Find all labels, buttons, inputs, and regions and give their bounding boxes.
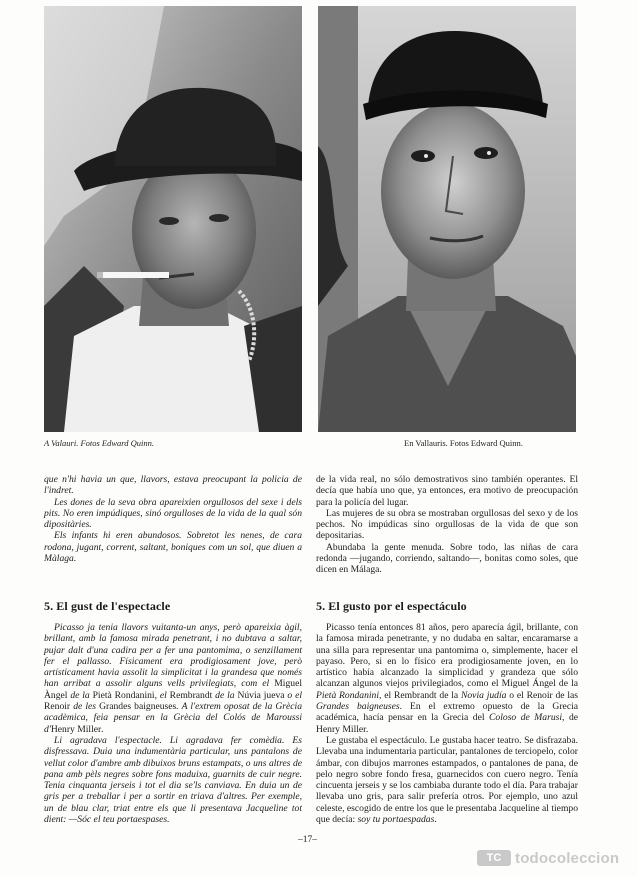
photo-picasso-hat-cigarette <box>44 6 302 432</box>
paragraph: Els infants hi eren abundosos. Sobretot les nenes, de cara rodona, jugant, corrent, saltant, boniques com un sol, que diuen a Màlaga. <box>44 530 302 565</box>
catalan-column-bottom <box>44 622 302 825</box>
paragraph: Las mujeres de su obra se mostraban orgullosas del sexo y de los pechos. No impúdicas sino orgullosas de la vida de que son depositarias. <box>316 507 578 542</box>
paragraph: de la vida real, no sólo demostrativos sino también operantes. El decía que había uno que, ya entonces, era motivo de preocupación para la policía del lugar. <box>316 474 578 508</box>
section-heading-spanish: 5. El gusto por el espectáculo <box>316 599 467 613</box>
paragraph: Les dones de la seva obra apareixien orgullosos del sexe i dels pits. No eren impúdiques, sinó orgulloses de la vida de la qual són dipositàries. <box>44 496 302 531</box>
watermark <box>477 848 627 868</box>
spanish-column-bottom <box>316 622 578 825</box>
paragraph: Li agradava l'espectacle. Li agradava fer comèdia. Es disfressava. Duia una indumentària particular, uns pantalons de vellut color d'ambre amb dibuixos bruns estampats, o uns altres de pana amb pèls negres sobre fons maduixa, guarnits de cuir negre. Tenia cinquanta jerseis i tot el dia se'ls canviava. En duia un de gris per a treballar i per a sortir en triava d'altres. Per exemple, un de blau clar, triat entre els que li presentava Jacqueline tot dient: —Sóc el teu portaespases. <box>44 734 302 826</box>
watermark-text: todocoleccion <box>515 849 620 867</box>
photo-caption-left: A Valauri. Fotos Edward Quinn. <box>44 438 155 448</box>
catalan-column-top <box>44 474 302 564</box>
watermark-logo-icon: TC <box>477 850 511 866</box>
paragraph: Picasso tenía entonces 81 años, pero aparecía ágil, brillante, con la famosa mirada penetrante, y no dudaba en saltar, encaramarse a una silla para representar una pantomima o, simplemente, hacer el payaso. Pero, si en lo físico era prodigiosamente joven, en lo artístico había alcanzado la simplicidad y grandeza que sólo alcanzan algunos viejos privilegiados, como el Miguel Ángel de la Pietà Rondanini, el Rembrandt de la Novia judía o el Renoir de las Grandes baigneuses. En el extremo opuesto de la Grecia académica, hacía pensar en la Grecia del Coloso de Marusi, de Henry Miller. <box>316 622 579 735</box>
photo-caption-right: En Vallauris. Fotos Edward Quinn. <box>404 438 523 448</box>
spanish-column-top <box>316 474 578 576</box>
section-heading-catalan: 5. El gust de l'espectacle <box>44 599 171 613</box>
paragraph: que n'hi havia un que, llavors, estava preocupant la policia de l'indret. <box>44 474 302 497</box>
paragraph: Abundaba la gente menuda. Sobre todo, las niñas de cara redonda —jugando, corriendo, saltando—, bonitas como soles, que dicen en Málaga. <box>316 541 578 576</box>
photo-picasso-cap <box>318 6 576 432</box>
page-number: –17– <box>298 835 317 845</box>
paragraph: Le gustaba el espectáculo. Le gustaba hacer teatro. Se disfrazaba. Llevaba una indumentaria particular, pantalones de terciopelo, color ámbar, con dibujos marrones estampados, o pantalones de pana, de pelo negro sobre fondo fresa, guarnecidos con cuero negro. Tenía cincuenta jerseis y se los cambiaba durante todo el día. Para trabajar llevaba uno gris, para salir prefería otros. Por ejemplo, uno azul celeste, escogido de entre los que le presentaba Jacqueline al tiempo que decía: soy tu portaespadas. <box>316 734 578 826</box>
paragraph: Picasso ja tenia llavors vuitanta-un anys, però apareixia àgil, brillant, amb la famosa mirada penetrant, i no dubtava a saltar, pujar dalt d'una cadira per a fer una pantomima, o senzillament fer el pallasso. Físicament era prodigiosament jove, però artísticament havia assolit la simplicitat i la grandesa que només han arribat a assolir alguns vells privilegiats, com el Miguel Àngel de la Pietà Rondanini, el Rembrandt de la Núvia jueva o el Renoir de les Grandes baigneuses. A l'extrem oposat de la Grècia acadèmica, feia pensar en la Grècia del Colós de Maroussi d'Henry Miller. <box>44 622 302 735</box>
